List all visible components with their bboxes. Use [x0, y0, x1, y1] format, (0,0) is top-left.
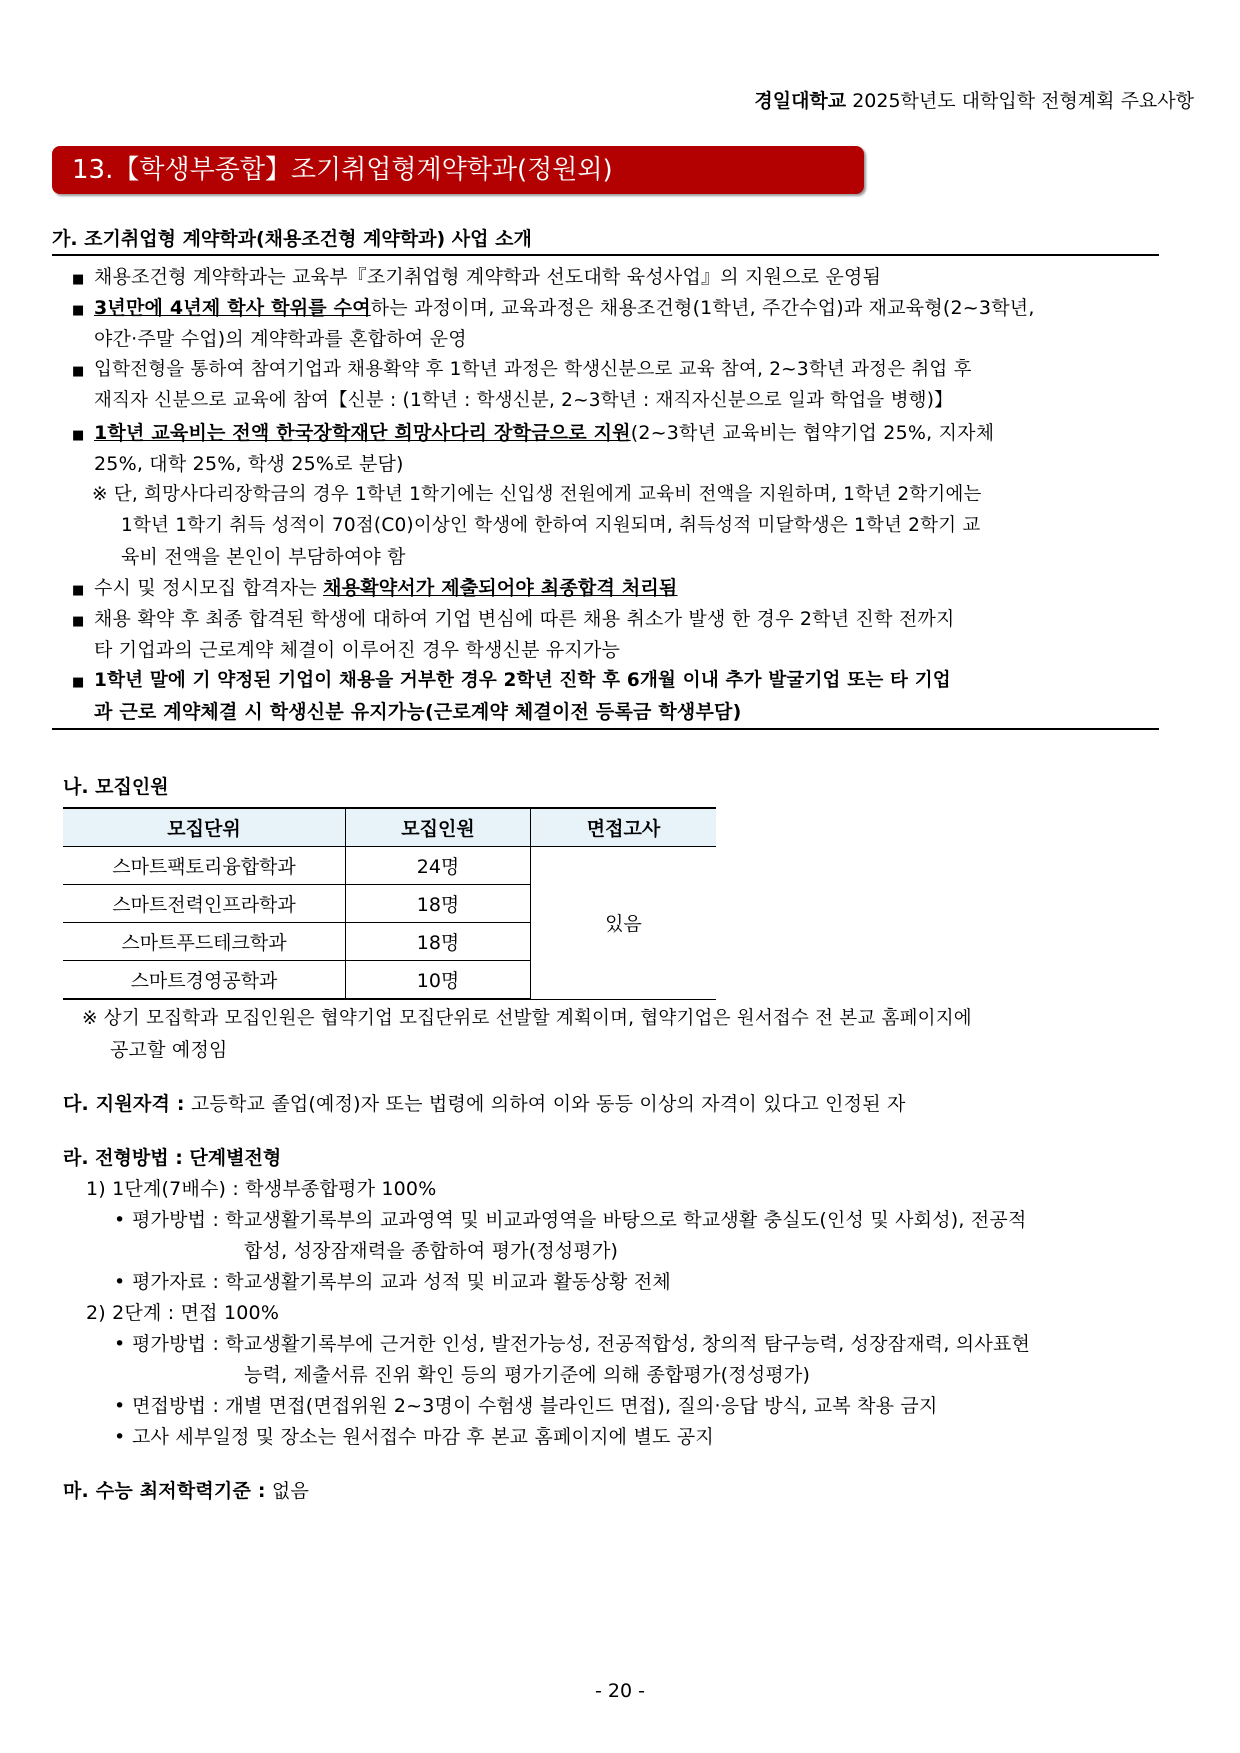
- section-ma-label: 마. 수능 최저학력기준 :: [63, 1480, 266, 1502]
- note-line: ※ 단, 희망사다리장학금의 경우 1학년 1학기에는 신입생 전원에게 교육비 전액을 지원하며, 1학년 2학기에는: [92, 484, 982, 505]
- list-item-text: 면접방법 : 개별 면접(면접위원 2~3명이 수험생 블라인드 면접), 질의·응답 방식, 교복 착용 금지: [132, 1395, 938, 1417]
- bullet-icon: ■: [72, 428, 85, 443]
- page-number: - 20 -: [595, 1680, 645, 1702]
- list-item-text: 입학전형을 통하여 참여기업과 채용확약 후 1학년 과정은 학생신분으로 교육 참여, 2~3학년 과정은 취업 후: [94, 359, 972, 380]
- header-school: 경일대학교: [754, 90, 847, 112]
- section-title: 13.【학생부종합】조기취업형계약학과(정원외): [52, 146, 864, 194]
- recruitment-table: [63, 807, 716, 1000]
- list-item: [114, 1329, 1030, 1356]
- list-item-continuation: 능력, 제출서류 진위 확인 등의 평가기준에 의해 종합평가(정성평가): [244, 1364, 811, 1386]
- bullet-icon: ■: [72, 303, 85, 318]
- count-cell: 24명: [346, 847, 531, 885]
- list-item-continuation: 타 기업과의 근로계약 체결이 이루어진 경우 학생신분 유지가능: [94, 639, 621, 661]
- list-item: [114, 1422, 714, 1449]
- count-cell: 18명: [346, 923, 531, 961]
- bullet-icon: ■: [72, 675, 85, 690]
- note-line: 공고할 예정임: [110, 1039, 228, 1061]
- section-na-title: 나. 모집인원: [63, 776, 169, 798]
- column-header: 면접고사: [531, 808, 717, 847]
- list-item-text: 1학년 말에 기 약정된 기업이 채용을 거부한 경우 2학년 진학 후 6개월 이내 추가 발굴기업 또는 타 기업: [94, 670, 951, 691]
- list-item: [114, 1267, 671, 1294]
- count-cell: 10명: [346, 961, 531, 1000]
- list-item: [72, 355, 972, 381]
- list-item-continuation: 재직자 신분으로 교육에 참여【신분 : (1학년 : 학생신분, 2~3학년 : 재직자신분으로 일과 학업을 병행)】: [94, 390, 953, 411]
- list-item-text: 평가방법 : 학교생활기록부의 교과영역 및 비교과영역을 바탕으로 학교생활 충실도(인성 및 사회성), 전공적: [132, 1209, 1027, 1231]
- section-ma-text: 없음: [265, 1480, 310, 1502]
- list-item-continuation: 합성, 성장잠재력을 종합하여 평가(정성평가): [244, 1240, 619, 1262]
- list-item: [72, 262, 881, 289]
- note-line: ※ 상기 모집학과 모집인원은 협약기업 모집단위로 선발할 계획이며, 협약기업은 원서접수 전 본교 홈페이지에: [82, 1008, 972, 1029]
- unit-cell: 스마트푸드테크학과: [63, 923, 346, 961]
- list-item: [72, 604, 955, 631]
- note-line: 1학년 1학기 취득 성적이 70점(C0)이상인 학생에 한하여 지원되며, 취득성적 미달학생은 1학년 2학기 교: [121, 515, 981, 536]
- bullet-icon: •: [114, 1271, 126, 1293]
- list-item: [72, 293, 1035, 320]
- section-da-label: 다. 지원자격 :: [63, 1093, 185, 1115]
- divider: [52, 728, 1159, 730]
- note-line: 육비 전액을 본인이 부담하여야 함: [121, 546, 406, 568]
- stage-1: 1) 1단계(7배수) : 학생부종합평가 100%: [86, 1178, 437, 1200]
- bullet-icon: •: [114, 1209, 126, 1231]
- unit-cell: 스마트경영공학과: [63, 961, 346, 1000]
- list-item: [114, 1205, 1027, 1232]
- column-header: 모집단위: [63, 808, 346, 847]
- table-row: [63, 847, 716, 885]
- bullet-icon: ■: [72, 583, 85, 598]
- list-item-text: 하는 과정이며, 교육과정은 채용조건형(1학년, 주간수업)과 재교육형(2~3학년,: [370, 297, 1035, 319]
- unit-cell: 스마트전력인프라학과: [63, 885, 346, 923]
- header-title: 2025학년도 대학입학 전형계획 주요사항: [852, 90, 1194, 112]
- emphasis-text: 채용확약서가 제출되어야 최종합격 처리됨: [323, 577, 678, 599]
- list-item: [72, 573, 677, 600]
- list-item-continuation: 야간·주말 수업)의 계약학과를 혼합하여 운영: [94, 328, 467, 350]
- list-item-text: 평가자료 : 학교생활기록부의 교과 성적 및 비교과 활동상황 전체: [132, 1271, 671, 1293]
- emphasis-text: 1학년 교육비는 전액 한국장학재단 희망사다리 장학금으로 지원: [94, 422, 631, 444]
- list-item-text: 채용 확약 후 최종 합격된 학생에 대하여 기업 변심에 따른 채용 취소가 발생 한 경우 2학년 진학 전까지: [94, 608, 955, 630]
- list-item: [114, 1391, 938, 1418]
- interview-cell: 있음: [531, 847, 717, 1000]
- list-item: [72, 418, 994, 445]
- bullet-icon: ■: [72, 272, 85, 287]
- bullet-icon: •: [114, 1395, 126, 1417]
- bullet-icon: •: [114, 1426, 126, 1448]
- bullet-icon: •: [114, 1333, 126, 1355]
- list-item-continuation: 25%, 대학 25%, 학생 25%로 분담): [94, 453, 404, 475]
- bullet-icon: ■: [72, 364, 85, 379]
- unit-cell: 스마트팩토리융합학과: [63, 847, 346, 885]
- list-item-text: 채용조건형 계약학과는 교육부『조기취업형 계약학과 선도대학 육성사업』의 지원으로 운영됨: [94, 266, 882, 288]
- list-item-text: 평가방법 : 학교생활기록부에 근거한 인성, 발전가능성, 전공적합성, 창의적 탐구능력, 성장잠재력, 의사표현: [132, 1333, 1031, 1355]
- section-ga-title: 가. 조기취업형 계약학과(채용조건형 계약학과) 사업 소개: [52, 228, 532, 250]
- table-header-row: [63, 808, 716, 847]
- section-da-text: 고등학교 졸업(예정)자 또는 법령에 의하여 이와 동등 이상의 자격이 있다고 인정된 자: [184, 1093, 906, 1115]
- page-header: [754, 86, 1194, 113]
- list-item-text: 수시 및 정시모집 합격자는: [94, 577, 324, 599]
- divider: [52, 254, 1159, 256]
- list-item-text: 고사 세부일정 및 장소는 원서접수 마감 후 본교 홈페이지에 별도 공지: [132, 1426, 714, 1448]
- emphasis-text: 3년만에 4년제 학사 학위를 수여: [94, 297, 371, 319]
- count-cell: 18명: [346, 885, 531, 923]
- list-item-text: (2~3학년 교육비는 협약기업 25%, 지자체: [630, 422, 995, 444]
- column-header: 모집인원: [346, 808, 531, 847]
- list-item: [72, 666, 951, 692]
- list-item-continuation: 과 근로 계약체결 시 학생신분 유지가능(근로계약 체결이전 등록금 학생부담): [94, 701, 742, 723]
- section-ma: [63, 1476, 309, 1503]
- bullet-icon: ■: [72, 614, 85, 629]
- section-da: [63, 1089, 906, 1116]
- section-ra-title: 라. 전형방법 : 단계별전형: [63, 1147, 282, 1169]
- stage-2: 2) 2단계 : 면접 100%: [86, 1302, 280, 1324]
